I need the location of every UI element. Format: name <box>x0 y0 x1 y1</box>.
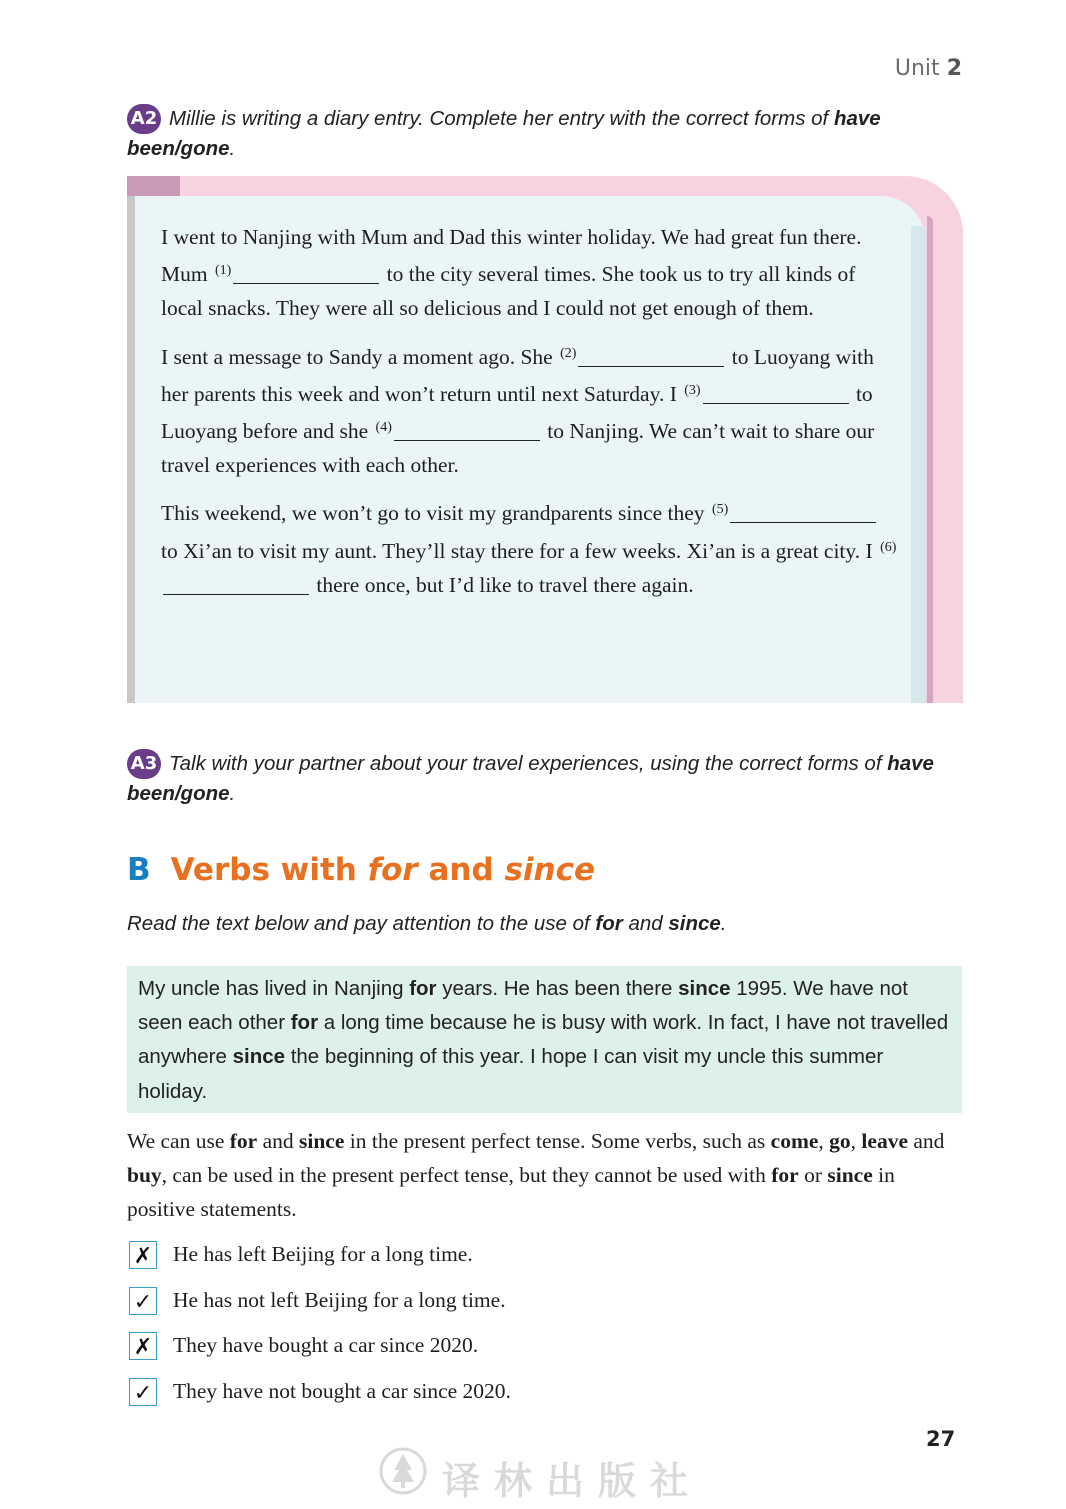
explanation-keyword: for <box>229 1129 258 1153</box>
explanation-segment: , can be used in the present perfect tense, but they cannot be used with <box>161 1163 772 1188</box>
explanation-keyword: leave <box>861 1129 908 1153</box>
diary-entry-box <box>127 176 963 703</box>
explanation-segment: in positive statements. <box>127 1163 895 1222</box>
blank-number-4: (4) <box>375 420 392 436</box>
example-sentence: They have bought a car since 2020. <box>173 1333 479 1357</box>
diary-paragraph-3 <box>161 493 897 602</box>
blank-number-5: (5) <box>711 502 729 518</box>
a3-badge: A3 <box>127 749 161 779</box>
a3-instruction-end: . <box>229 782 236 805</box>
example-segment: a long time because he is busy with work. In fact, I have not travelled anywhere <box>138 1011 949 1069</box>
example-text-box <box>127 966 962 1113</box>
a3-instruction-bold: have been/gone <box>127 752 934 805</box>
check-mark-icon: ✓ <box>129 1378 157 1406</box>
example-segment: the beginning of this year. I hope I can visit my uncle this summer holiday. <box>138 1045 884 1103</box>
explanation-keyword: buy <box>127 1163 162 1188</box>
example-sentence: He has left Beijing for a long time. <box>173 1242 473 1266</box>
watermark-text: 译林出版社 <box>442 1458 703 1503</box>
blank-5[interactable] <box>730 500 876 523</box>
example-text <box>138 972 958 1109</box>
section-heading-since: since <box>504 852 596 888</box>
check-mark-icon: ✓ <box>129 1287 157 1315</box>
explanation-keyword: since <box>827 1163 873 1188</box>
diary-text-segment: to Xi’an to visit my aunt. They’ll stay there for a few weeks. Xi’an is a great city. I <box>161 538 873 563</box>
diary-left-edge <box>127 196 135 703</box>
diary-text-segment: to the city several times. She took us to try all kinds of local snacks. They were all so delicious and I could not get enough of them. <box>161 262 856 321</box>
diary-text-segment: to Luoyang with her parents this week and won’t return until next Saturday. I <box>161 344 874 406</box>
read-instruction-and: and <box>622 912 669 935</box>
read-instruction-end: . <box>720 912 727 935</box>
read-instruction-since: since <box>668 912 721 935</box>
blank-number-2: (2) <box>560 345 577 361</box>
explanation-keyword: since <box>298 1129 345 1153</box>
a3-instruction <box>127 749 967 809</box>
cross-mark-icon: ✗ <box>129 1241 157 1269</box>
read-instruction <box>127 912 726 936</box>
explanation-segment: and <box>257 1129 299 1153</box>
read-instruction-for: for <box>595 912 623 935</box>
diary-page-edge <box>911 226 925 703</box>
diary-text-segment: I sent a message to Sandy a moment ago. She <box>161 344 553 369</box>
blank-1[interactable] <box>233 261 379 284</box>
publisher-logo-icon <box>378 1446 428 1496</box>
section-heading <box>171 852 595 888</box>
blank-number-1: (1) <box>214 263 232 279</box>
explanation-keyword: for <box>771 1163 799 1188</box>
unit-header <box>895 56 962 81</box>
section-heading-for: for <box>367 852 418 888</box>
a2-instruction-bold: have been/gone <box>127 107 881 160</box>
blank-3[interactable] <box>703 381 849 404</box>
section-letter: B <box>127 852 151 888</box>
cross-mark-icon: ✗ <box>129 1332 157 1360</box>
a2-instruction-end: . <box>229 137 236 160</box>
explanation-segment: in the present perfect tense. Some verbs, such as <box>344 1129 771 1153</box>
grammar-explanation <box>127 1124 962 1227</box>
diary-text-segment: there once, but I’d like to travel there again. <box>316 572 694 597</box>
diary-right-edge <box>927 216 933 703</box>
diary-tab <box>127 176 180 196</box>
example-segment: 1995. We have not seen each other <box>138 977 908 1035</box>
diary-paragraph-2 <box>161 337 897 483</box>
diary-text-segment: to Nanjing. We can’t wait to share our travel experiences with each other. <box>161 419 875 478</box>
blank-number-3: (3) <box>684 382 701 398</box>
section-heading-text: Verbs with <box>170 852 368 888</box>
example-keyword: for <box>409 977 437 1000</box>
explanation-segment: and <box>907 1129 945 1153</box>
blank-number-6: (6) <box>880 539 897 555</box>
section-b-title <box>127 852 595 888</box>
read-instruction-text: Read the text below and pay attention to the use of <box>127 912 596 935</box>
diary-text-segment: to Luoyang before and she <box>161 381 873 444</box>
explanation-segment: or <box>798 1163 828 1188</box>
diary-text <box>161 220 897 613</box>
explanation-segment: , <box>818 1129 830 1153</box>
example-keyword: since <box>678 977 731 1000</box>
a2-instruction-text: Millie is writing a diary entry. Complete her entry with the correct forms of <box>169 107 834 130</box>
explanation-segment: , <box>850 1129 862 1153</box>
diary-page <box>135 196 925 703</box>
example-segment: years. He has been there <box>436 977 679 1000</box>
example-keyword: since <box>232 1045 286 1069</box>
blank-4[interactable] <box>394 418 540 441</box>
a2-badge: A2 <box>127 104 161 134</box>
explanation-keyword: go <box>829 1129 851 1153</box>
diary-paragraph-1 <box>161 220 897 326</box>
explanation-keyword: come <box>770 1129 819 1153</box>
unit-number: 2 <box>946 56 962 81</box>
blank-2[interactable] <box>578 344 724 367</box>
diary-text-segment: This weekend, we won’t go to visit my grandparents since they <box>161 501 705 526</box>
a3-instruction-text: Talk with your partner about your travel experiences, using the correct forms of <box>169 752 888 775</box>
unit-label: Unit <box>894 56 940 81</box>
example-sentence: He has not left Beijing for a long time. <box>173 1288 506 1312</box>
section-heading-and: and <box>417 852 505 888</box>
explanation-segment: We can use <box>127 1129 230 1153</box>
publisher-watermark <box>378 1444 703 1503</box>
example-keyword: for <box>290 1011 319 1035</box>
diary-text-segment: I went to Nanjing with Mum and Dad this winter holiday. We had great fun there. Mum <box>161 225 862 287</box>
a2-instruction <box>127 104 967 164</box>
blank-6[interactable] <box>163 572 309 595</box>
example-sentence: They have not bought a car since 2020. <box>173 1379 511 1403</box>
example-segment: My uncle has lived in Nanjing <box>138 977 410 1000</box>
page-number: 27 <box>926 1427 956 1451</box>
